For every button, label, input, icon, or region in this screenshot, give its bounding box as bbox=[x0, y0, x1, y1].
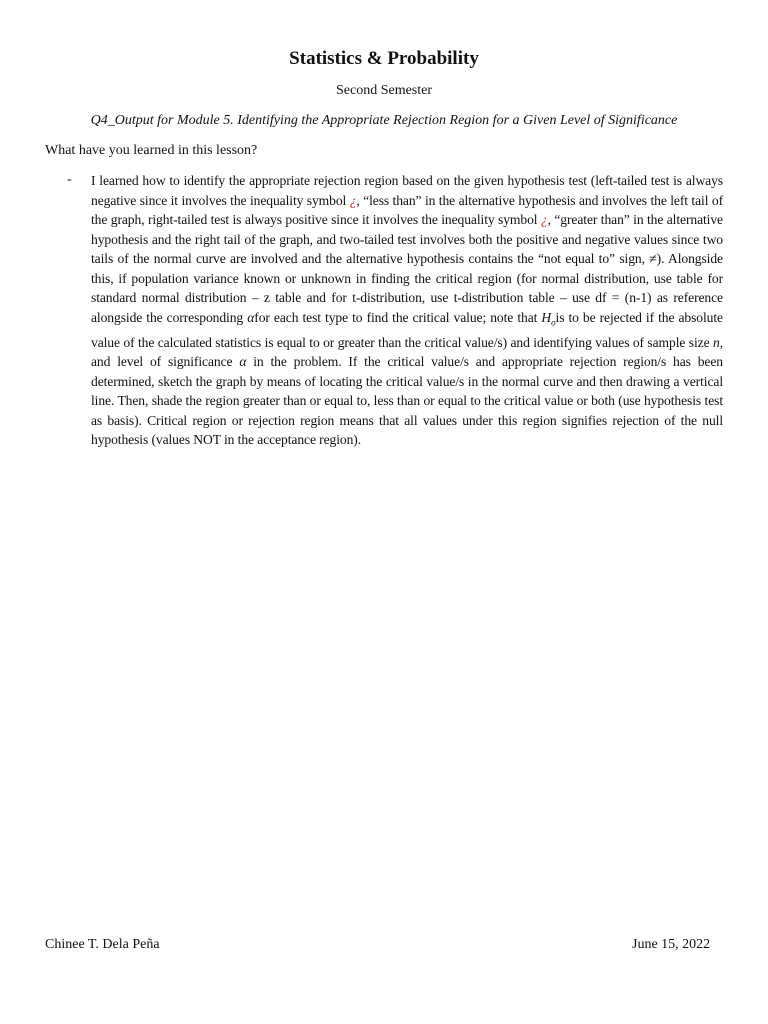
null-hypothesis-symbol bbox=[541, 309, 556, 328]
significance-alpha-symbol: α bbox=[239, 354, 247, 370]
alpha-symbol: α bbox=[247, 309, 255, 325]
greater-than-symbol: ¿ bbox=[540, 212, 548, 227]
page-title: Statistics & Probability bbox=[289, 48, 479, 69]
answer-text-7: in the problem. If the critical value/s and appropriate rejection region/s has been determined, sketch the graph by means of locating the critical value/s in the normal curve and then drawing a vertical line. Then, shade the region greater than or equal to, less than or equal to the critical value or both (use hypothesis test as basis). Critical region or rejection region means that all values under this region signifies rejection of the null hypothesis (values NOT in the acceptance region). bbox=[91, 354, 723, 448]
answer-text-1: I learned how to identify the appropriate rejection region based on the given hypothesis test (left-tailed test is always negative since it involves the inequality symbol bbox=[91, 173, 723, 208]
null-hypothesis-h: H bbox=[541, 309, 552, 325]
answer-text-4: for each test type to find the critical value; note that bbox=[254, 309, 542, 325]
document-date: June 15, 2022 bbox=[632, 937, 711, 952]
page-subtitle: Second Semester bbox=[335, 83, 433, 98]
sample-size-symbol: n bbox=[712, 334, 720, 350]
bullet-marker: - bbox=[67, 172, 72, 187]
module-heading: Q4_Output for Module 5. Identifying the Appropriate Rejection Region for a Given Level of Significance bbox=[90, 113, 678, 128]
answer-text-2: , “less than” in the alternative hypothesis and involves the left tail of the graph, right-tailed test is always positive since it involves the inequality symbol bbox=[91, 192, 723, 227]
null-hypothesis-subscript: o bbox=[551, 317, 556, 328]
answer-paragraph bbox=[91, 171, 723, 450]
answer-text-5: is to be rejected if the absolute value of the calculated statistics is equal to or greater than the critical value/s) and identifying values of sample size bbox=[91, 309, 723, 350]
less-than-symbol: ¿ bbox=[349, 192, 357, 208]
question-text: What have you learned in this lesson? bbox=[45, 143, 258, 158]
answer-text-6: , and level of significance bbox=[91, 334, 723, 370]
author-name: Chinee T. Dela Peña bbox=[45, 937, 160, 952]
answer-text-3: , “greater than” in the alternative hypothesis and the right tail of the graph, and two-tailed test involves both the positive and negative values since two tails of the normal curve are involved and the alternative hypothesis contains the “not equal to” sign, ≠). Alongside this, if population variance known or unknown in finding the critical region (for normal distribution, use table for standard normal distribution – z table and for t-distribution, use t-distribution table – use df = (n-1) as reference alongside the corresponding bbox=[91, 212, 723, 325]
